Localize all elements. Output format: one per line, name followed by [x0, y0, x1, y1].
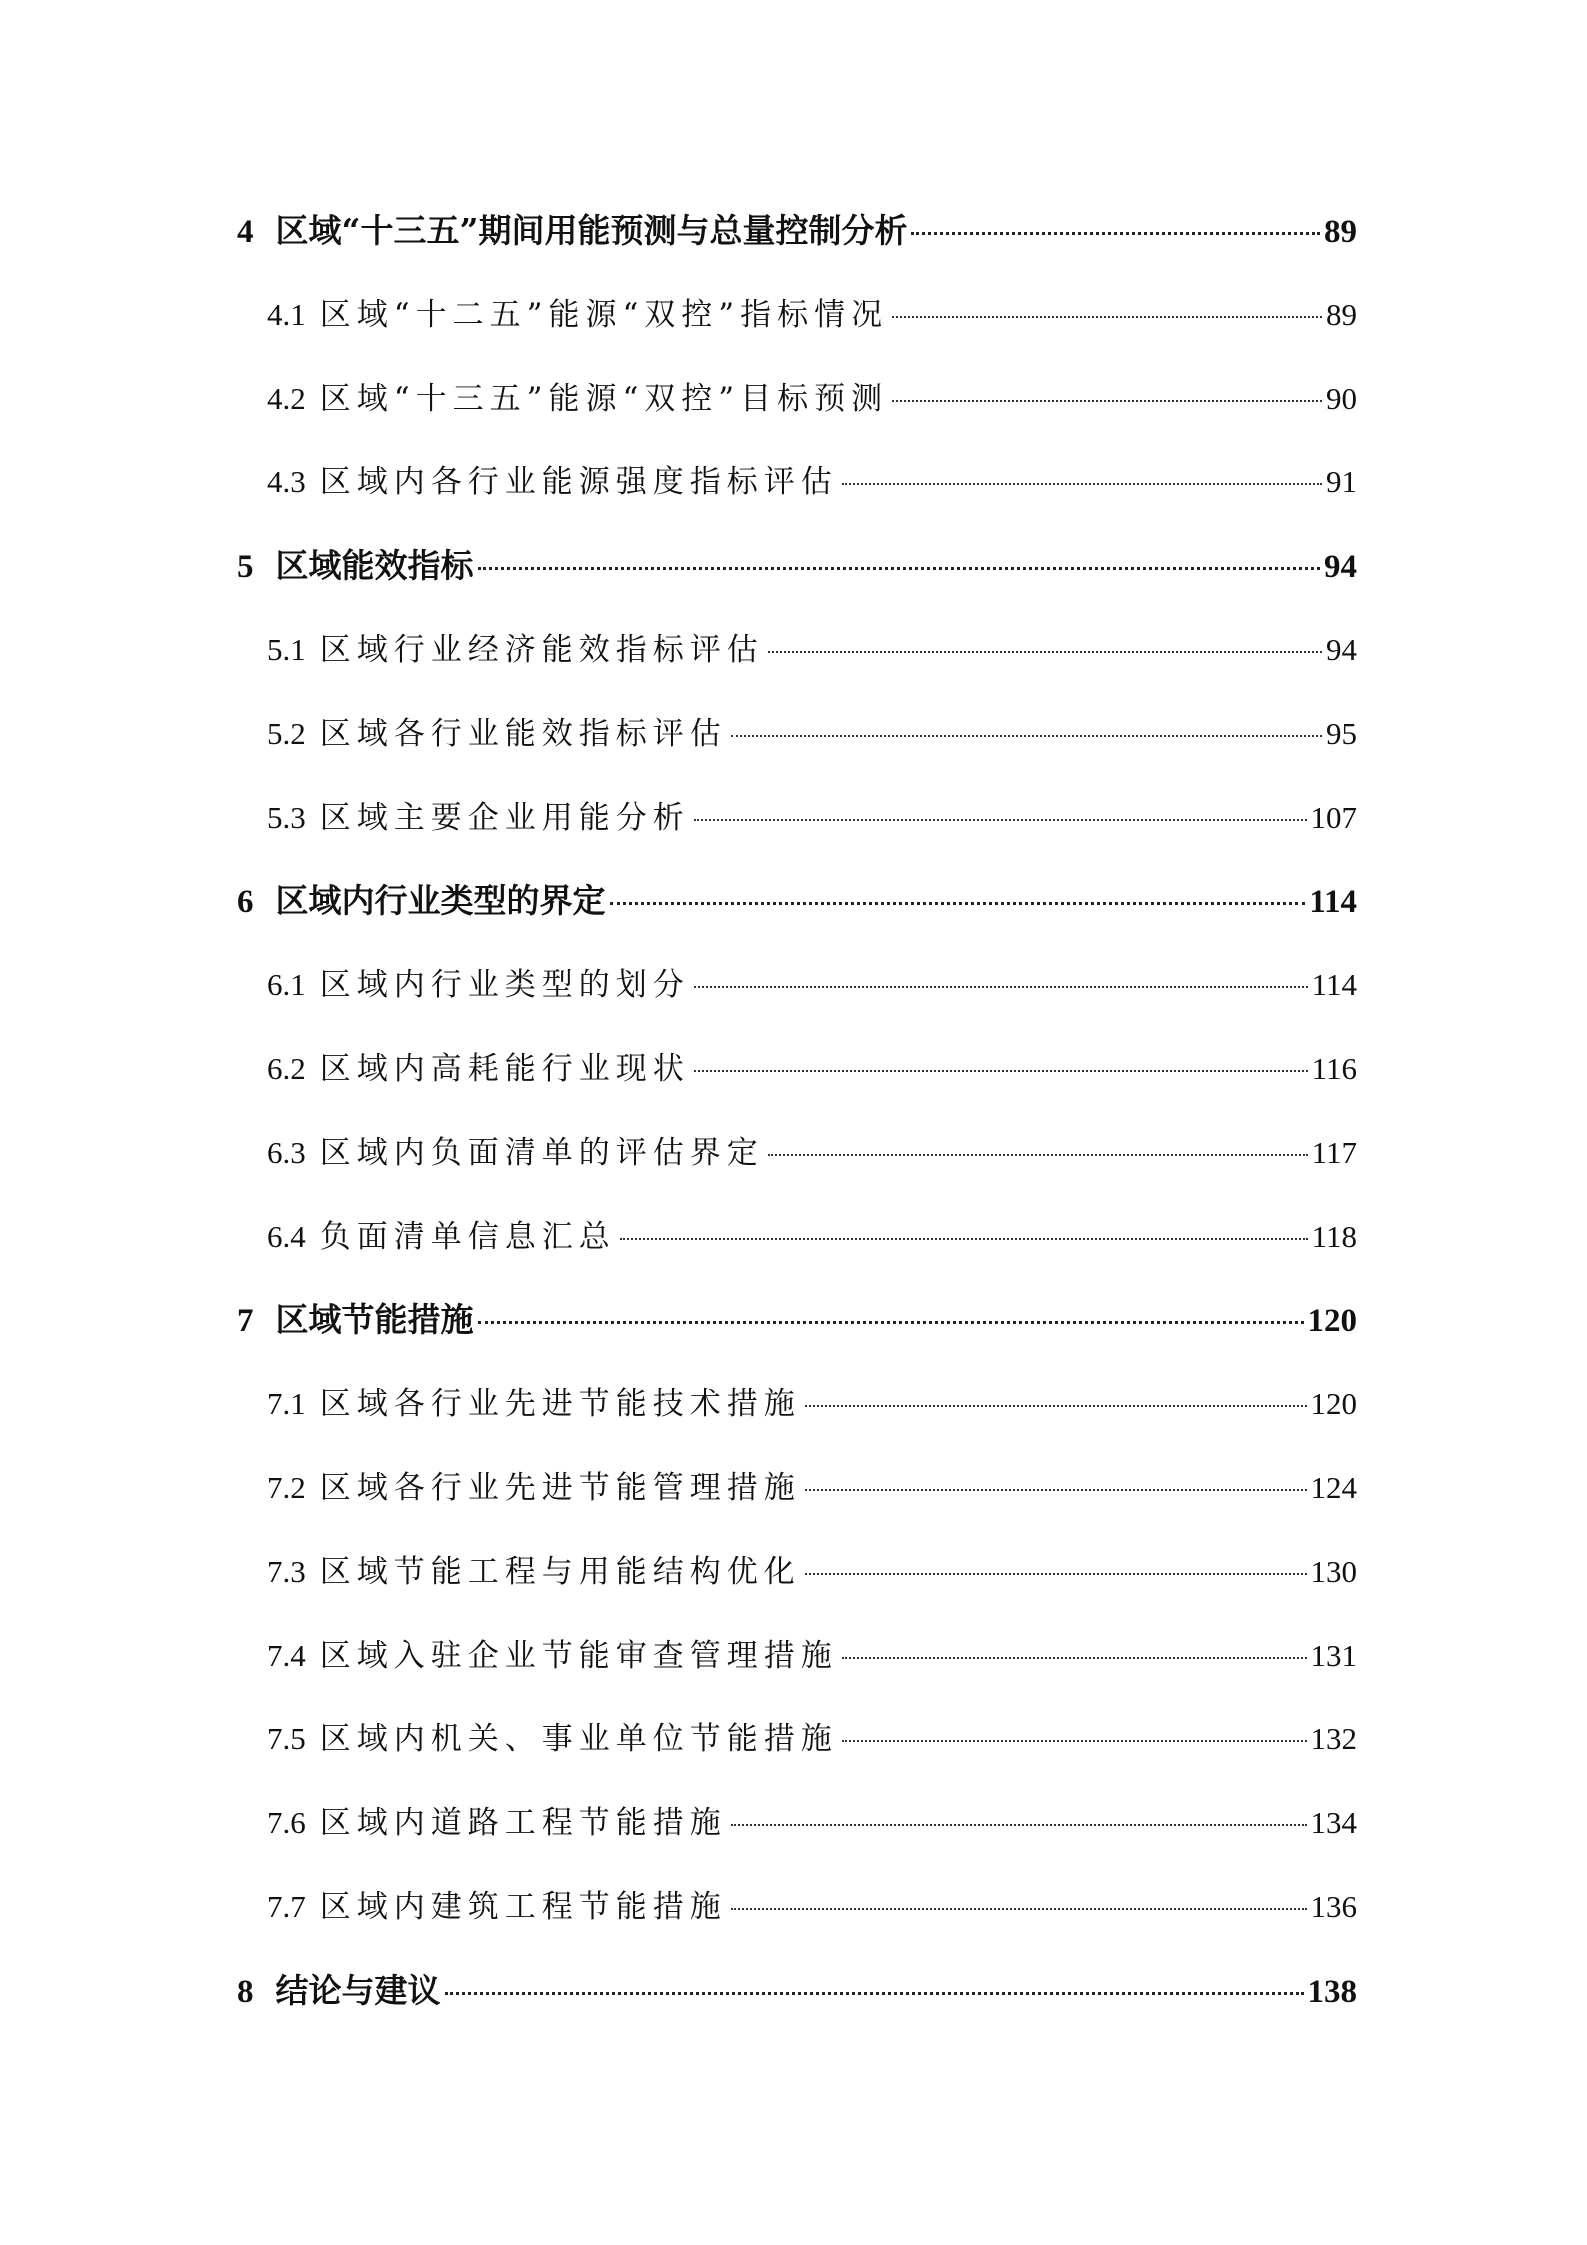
dot-leader — [694, 819, 1307, 821]
toc-page-number: 120 — [1310, 1386, 1357, 1422]
toc-page-number: 95 — [1326, 715, 1357, 751]
toc-page-number: 114 — [1311, 967, 1357, 1003]
toc-title: 区域各行业先进节能管理措施 — [319, 1469, 801, 1506]
toc-entry[interactable] — [237, 289, 1357, 373]
toc-entry[interactable] — [237, 1378, 1357, 1462]
toc-entry[interactable] — [237, 1881, 1357, 1965]
toc-entry[interactable] — [237, 959, 1357, 1043]
dot-leader — [478, 1321, 1304, 1324]
toc-entry[interactable] — [237, 1965, 1357, 2049]
toc-entry[interactable] — [237, 1127, 1357, 1211]
toc-number: 6.3 — [267, 1134, 306, 1170]
toc-title: 区域内负面清单的评估界定 — [319, 1134, 764, 1171]
toc-page-number: 116 — [1311, 1050, 1357, 1086]
toc-title: 区域各行业能效指标评估 — [319, 715, 727, 752]
dot-leader — [610, 902, 1306, 905]
toc-number: 7.2 — [267, 1469, 306, 1505]
toc-number: 7.7 — [267, 1888, 306, 1924]
dot-leader — [842, 483, 1322, 485]
toc-page-number: 120 — [1307, 1303, 1357, 1340]
toc-number: 7.5 — [267, 1721, 306, 1757]
table-of-contents — [237, 205, 1357, 2049]
toc-page-number: 134 — [1310, 1805, 1357, 1841]
toc-page-number: 107 — [1310, 799, 1357, 835]
dot-leader — [842, 1740, 1307, 1742]
toc-page-number: 130 — [1310, 1553, 1357, 1589]
dot-leader — [694, 1070, 1308, 1072]
toc-title: 区域内各行业能源强度指标评估 — [319, 464, 838, 501]
toc-title: 结论与建议 — [275, 1970, 441, 2010]
dot-leader — [445, 1992, 1304, 1995]
toc-entry[interactable] — [237, 1462, 1357, 1546]
toc-entry[interactable] — [237, 1294, 1357, 1378]
dot-leader — [694, 986, 1308, 988]
dot-leader — [478, 567, 1321, 570]
toc-entry[interactable] — [237, 708, 1357, 792]
dot-leader — [805, 1405, 1307, 1407]
toc-number: 4.2 — [267, 380, 306, 416]
toc-page-number: 117 — [1311, 1134, 1357, 1170]
toc-title: 区域内行业类型的界定 — [275, 881, 606, 921]
toc-number: 7.4 — [267, 1637, 306, 1673]
toc-title: 区域“十三五”能源“双控”目标预测 — [319, 380, 889, 417]
dot-leader — [892, 400, 1322, 402]
dot-leader — [768, 1154, 1308, 1156]
dot-leader — [768, 651, 1322, 653]
toc-entry[interactable] — [237, 792, 1357, 876]
dot-leader — [620, 1238, 1308, 1240]
toc-page-number: 94 — [1326, 631, 1357, 667]
toc-title: 区域入驻企业节能审查管理措施 — [319, 1637, 838, 1674]
toc-number: 6 — [237, 884, 254, 921]
toc-entry[interactable] — [237, 1211, 1357, 1295]
toc-number: 6.1 — [267, 967, 306, 1003]
toc-entry[interactable] — [237, 1797, 1357, 1881]
toc-entry[interactable] — [237, 1713, 1357, 1797]
toc-page-number: 131 — [1310, 1637, 1357, 1673]
toc-number: 7.6 — [267, 1805, 306, 1841]
toc-title: 负面清单信息汇总 — [319, 1218, 616, 1255]
toc-number: 4 — [237, 214, 254, 250]
dot-leader — [805, 1573, 1307, 1575]
toc-entry[interactable] — [237, 540, 1357, 624]
dot-leader — [731, 1824, 1307, 1826]
dot-leader — [911, 232, 1320, 235]
toc-title: 区域主要企业用能分析 — [319, 799, 690, 836]
toc-title: 区域内道路工程节能措施 — [319, 1805, 727, 1842]
toc-number: 6.2 — [267, 1050, 306, 1086]
toc-entry[interactable] — [237, 1546, 1357, 1630]
toc-title: 区域“十三五”期间用能预测与总量控制分析 — [275, 211, 908, 250]
toc-title: 区域各行业先进节能技术措施 — [319, 1386, 801, 1423]
toc-title: 区域内高耗能行业现状 — [319, 1050, 690, 1087]
toc-title: 区域内行业类型的划分 — [319, 967, 690, 1004]
toc-title: 区域“十二五”能源“双控”指标情况 — [319, 296, 889, 333]
toc-entry[interactable] — [237, 1043, 1357, 1127]
toc-title: 区域内机关、事业单位节能措施 — [319, 1721, 838, 1758]
toc-number: 5.3 — [267, 799, 306, 835]
dot-leader — [731, 1908, 1307, 1910]
toc-page-number: 90 — [1326, 380, 1357, 416]
toc-entry[interactable] — [237, 624, 1357, 708]
toc-title: 区域节能措施 — [275, 1300, 474, 1340]
toc-entry[interactable] — [237, 205, 1357, 289]
toc-page-number: 89 — [1326, 296, 1357, 332]
toc-title: 区域行业经济能效指标评估 — [319, 631, 764, 668]
dot-leader — [842, 1657, 1307, 1659]
dot-leader — [805, 1489, 1307, 1491]
dot-leader — [731, 735, 1322, 737]
dot-leader — [892, 316, 1322, 318]
toc-entry[interactable] — [237, 1630, 1357, 1714]
toc-entry[interactable] — [237, 373, 1357, 457]
toc-page-number: 94 — [1324, 549, 1357, 586]
toc-page-number: 136 — [1310, 1888, 1357, 1924]
toc-page-number: 138 — [1307, 1973, 1357, 2010]
toc-page-number: 118 — [1311, 1218, 1357, 1254]
toc-number: 6.4 — [267, 1218, 306, 1254]
toc-page-number: 124 — [1310, 1469, 1357, 1505]
toc-number: 4.3 — [267, 464, 306, 500]
toc-title: 区域能效指标 — [275, 546, 474, 586]
toc-entry[interactable] — [237, 875, 1357, 959]
toc-page-number: 91 — [1326, 464, 1357, 500]
toc-page-number: 132 — [1310, 1721, 1357, 1757]
toc-page-number: 89 — [1324, 214, 1357, 250]
toc-title: 区域节能工程与用能结构优化 — [319, 1553, 801, 1590]
toc-number: 5 — [237, 549, 254, 586]
toc-number: 7 — [237, 1303, 254, 1340]
toc-number: 5.2 — [267, 715, 306, 751]
toc-number: 7.3 — [267, 1553, 306, 1589]
toc-page-number: 114 — [1309, 884, 1357, 921]
toc-number: 7.1 — [267, 1386, 306, 1422]
toc-number: 4.1 — [267, 296, 306, 332]
toc-number: 5.1 — [267, 631, 306, 667]
toc-number: 8 — [237, 1973, 254, 2010]
toc-title: 区域内建筑工程节能措施 — [319, 1888, 727, 1925]
toc-entry[interactable] — [237, 456, 1357, 540]
